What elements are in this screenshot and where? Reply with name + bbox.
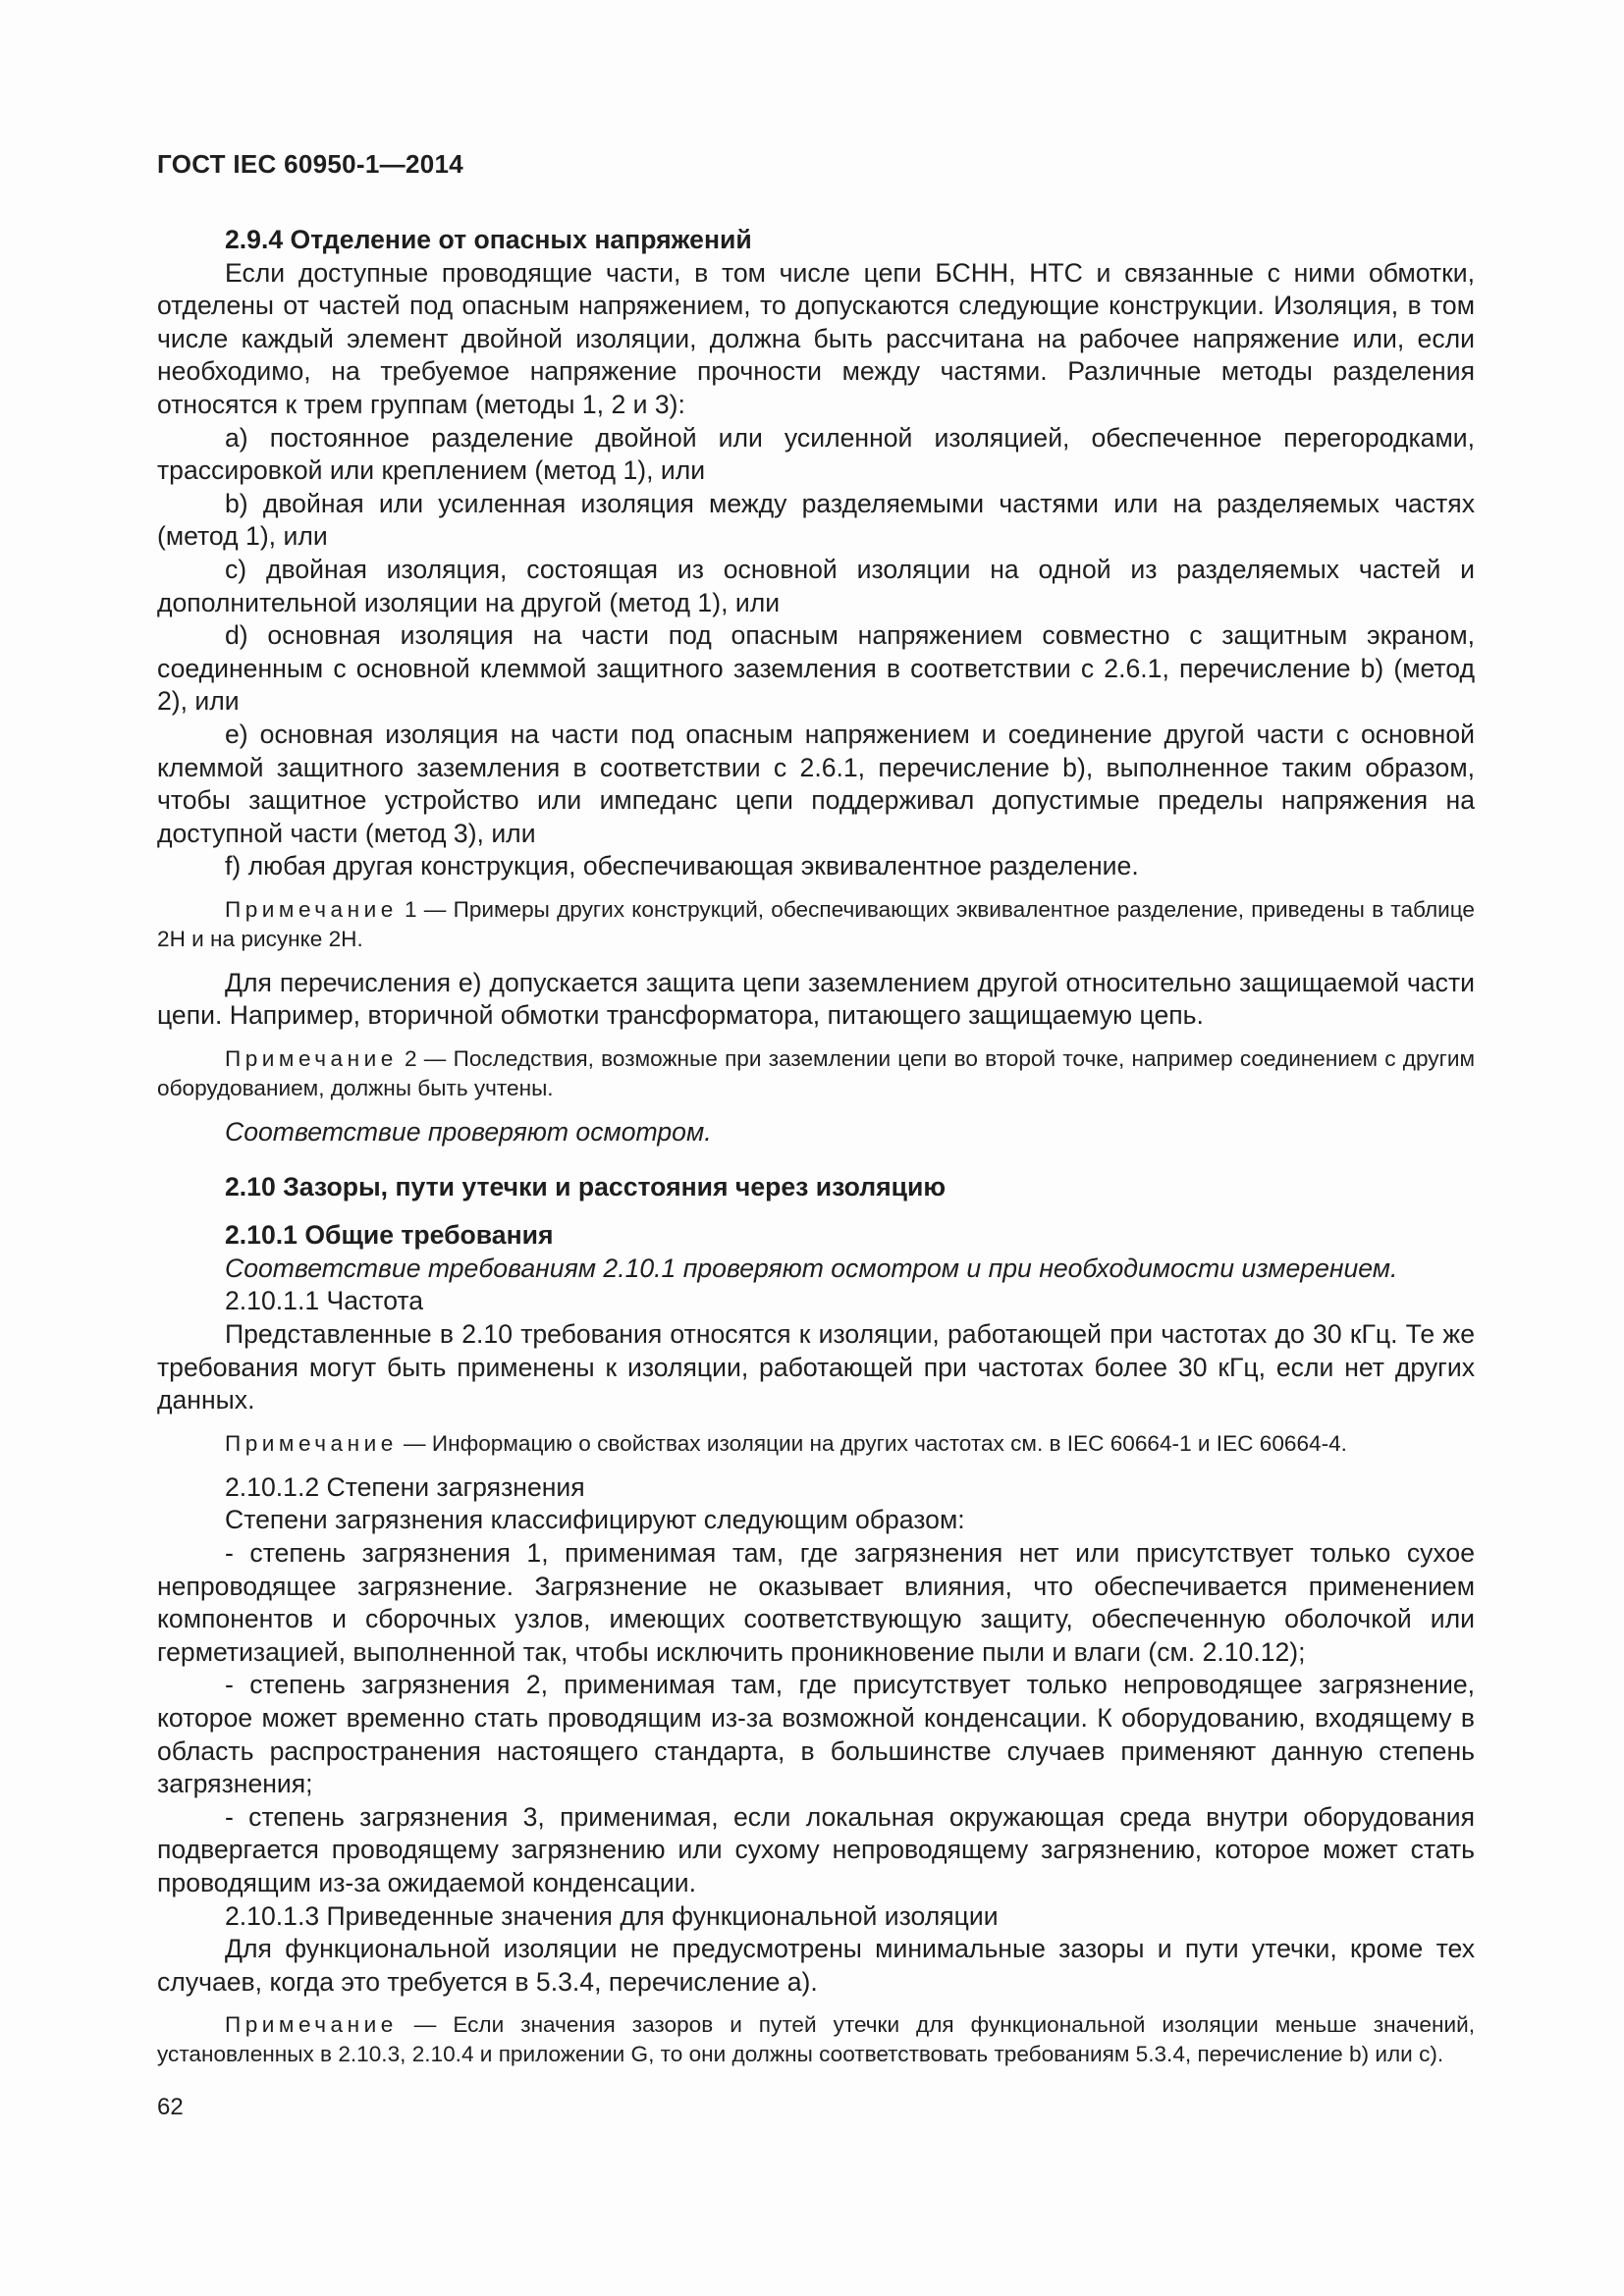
list-item-b: b) двойная или усиленная изоляция между разделяемыми частями или на разделяемых частях (метод 1), или — [157, 488, 1475, 552]
list-item-e: е) основная изоляция на части под опасным напряжением и соединение другой части с основной клеммой защитного заземления в соответствии с 2.6.1, перечисление b), выполненное таким образом, чтобы защитное устройство или импеданс цепи поддерживал допустимые пределы напряжения на доступной части (метод 3), или — [157, 719, 1475, 848]
section-2-10-heading: 2.10 Зазоры, пути утечки и расстояния через изоляцию — [225, 1171, 947, 1201]
note-3 — [157, 1429, 1475, 1459]
document-header: ГОСТ IEC 60950-1—2014 — [157, 149, 463, 179]
note-4 — [157, 2010, 1475, 2069]
list-item-c: с) двойная изоляция, состоящая из основной изоляции на одной из разделяемых частей и дополнительной изоляции на другой (метод 1), или — [157, 554, 1475, 617]
note-label: Примечание — [225, 1046, 398, 1072]
pollution-degree-1: - степень загрязнения 1, применимая там, где загрязнения нет или присутствует только сухое непроводящее загрязнение. Загрязнение не оказывает влияния, что обеспечивается применением компонентов и сборочных узлов, имеющих соответствующую защиту, обеспеченную оболочкой или герметизацией, выполненной так, чтобы исключить проникновение пыли и влаги (см. 2.10.12); — [157, 1538, 1475, 1667]
note-text: 1 — Примеры других конструкций, обеспечивающих эквивалентное разделение, приведены в таблице 2Н и на рисунке 2Н. — [157, 896, 1475, 951]
note-2 — [157, 1044, 1475, 1103]
note-text: 2 — Последствия, возможные при заземлении цепи во второй точке, например соединением с другим оборудованием, должны быть учтены. — [157, 1046, 1475, 1101]
page-content — [157, 224, 1475, 2082]
frequency-paragraph: Представленные в 2.10 требования относятся к изоляции, работающей при частотах до 30 кГц. Те же требования могут быть применены к изоляции, работающей при частотах более 30 кГц, если нет других данных. — [157, 1319, 1475, 1415]
compliance-text-2-10-1: Соответствие требованиям 2.10.1 проверяют осмотром и при необходимости измерением. — [225, 1253, 1398, 1283]
note-label: Примечание — [225, 896, 398, 922]
paragraph-item-e-protection: Для перечисления е) допускается защита цепи заземлением другой относительно защищаемой части цепи. Например, вторичной обмотки трансформатора, питающего защищаемую цепь. — [157, 967, 1475, 1031]
section-2-9-4-intro: Если доступные проводящие части, в том числе цепи БСНН, НТС и связанные с ними обмотки, отделены от частей под опасным напряжением, то допускаются следующие конструкции. Изоляция, в том числе каждый элемент двойной изоляции, должна быть рассчитана на рабочее напряжение или, если необходимо, на требуемое напряжение прочности между частями. Различные методы разделения относятся к трем группам (методы 1, 2 и 3): — [157, 257, 1475, 419]
list-item-f: f) любая другая конструкция, обеспечивающая эквивалентное разделение. — [225, 851, 1139, 881]
pollution-degree-3: - степень загрязнения 3, применимая, если локальная окружающая среда внутри оборудования подвергается проводящему загрязнению или сухому непроводящему загрязнению, которое может стать проводящим из-за ожидаемой конденсации. — [157, 1801, 1475, 1897]
page-number: 62 — [157, 2094, 184, 2120]
note-text: — Если значения зазоров и путей утечки для функциональной изоляции меньше значений, установленных в 2.10.3, 2.10.4 и приложении G, то они должны соответствовать требованиям 5.3.4, перечисление b) или с). — [157, 2012, 1475, 2067]
compliance-text: Соответствие проверяют осмотром. — [225, 1117, 712, 1148]
list-item-a: а) постоянное разделение двойной или усиленной изоляцией, обеспеченное перегородками, трассировкой или креплением (метод 1), или — [157, 422, 1475, 486]
section-2-10-1-heading: 2.10.1 Общие требования — [225, 1220, 554, 1251]
list-item-d: d) основная изоляция на части под опасным напряжением совместно с защитным экраном, соединенным с основной клеммой защитного заземления в соответствии с 2.6.1, перечисление b) (метод 2), или — [157, 620, 1475, 717]
pollution-intro: Степени загрязнения классифицируют следующим образом: — [225, 1505, 965, 1535]
subsection-2-10-1-3: 2.10.1.3 Приведенные значения для функциональной изоляции — [225, 1900, 999, 1931]
functional-insulation-paragraph: Для функциональной изоляции не предусмотрены минимальные зазоры и пути утечки, кроме тех случаев, когда это требуется в 5.3.4, перечисление а). — [157, 1934, 1475, 1997]
subsection-2-10-1-1: 2.10.1.1 Частота — [225, 1286, 424, 1316]
pollution-degree-2: - степень загрязнения 2, применимая там, где присутствует только непроводящее загрязнение, которое может временно стать проводящим из-за возможной конденсации. К оборудованию, входящему в область распространения настоящего стандарта, в большинстве случаев применяют данную степень загрязнения; — [157, 1670, 1475, 1799]
note-text: — Информацию о свойствах изоляции на других частотах см. в IEC 60664-1 и IEC 60664-4. — [397, 1430, 1347, 1456]
section-2-9-4-heading: 2.9.4 Отделение от опасных напряжений — [225, 225, 752, 254]
note-label: Примечание — [225, 1430, 398, 1456]
note-label: Примечание — [225, 2012, 398, 2038]
subsection-2-10-1-2: 2.10.1.2 Степени загрязнения — [225, 1471, 585, 1502]
note-1 — [157, 895, 1475, 954]
